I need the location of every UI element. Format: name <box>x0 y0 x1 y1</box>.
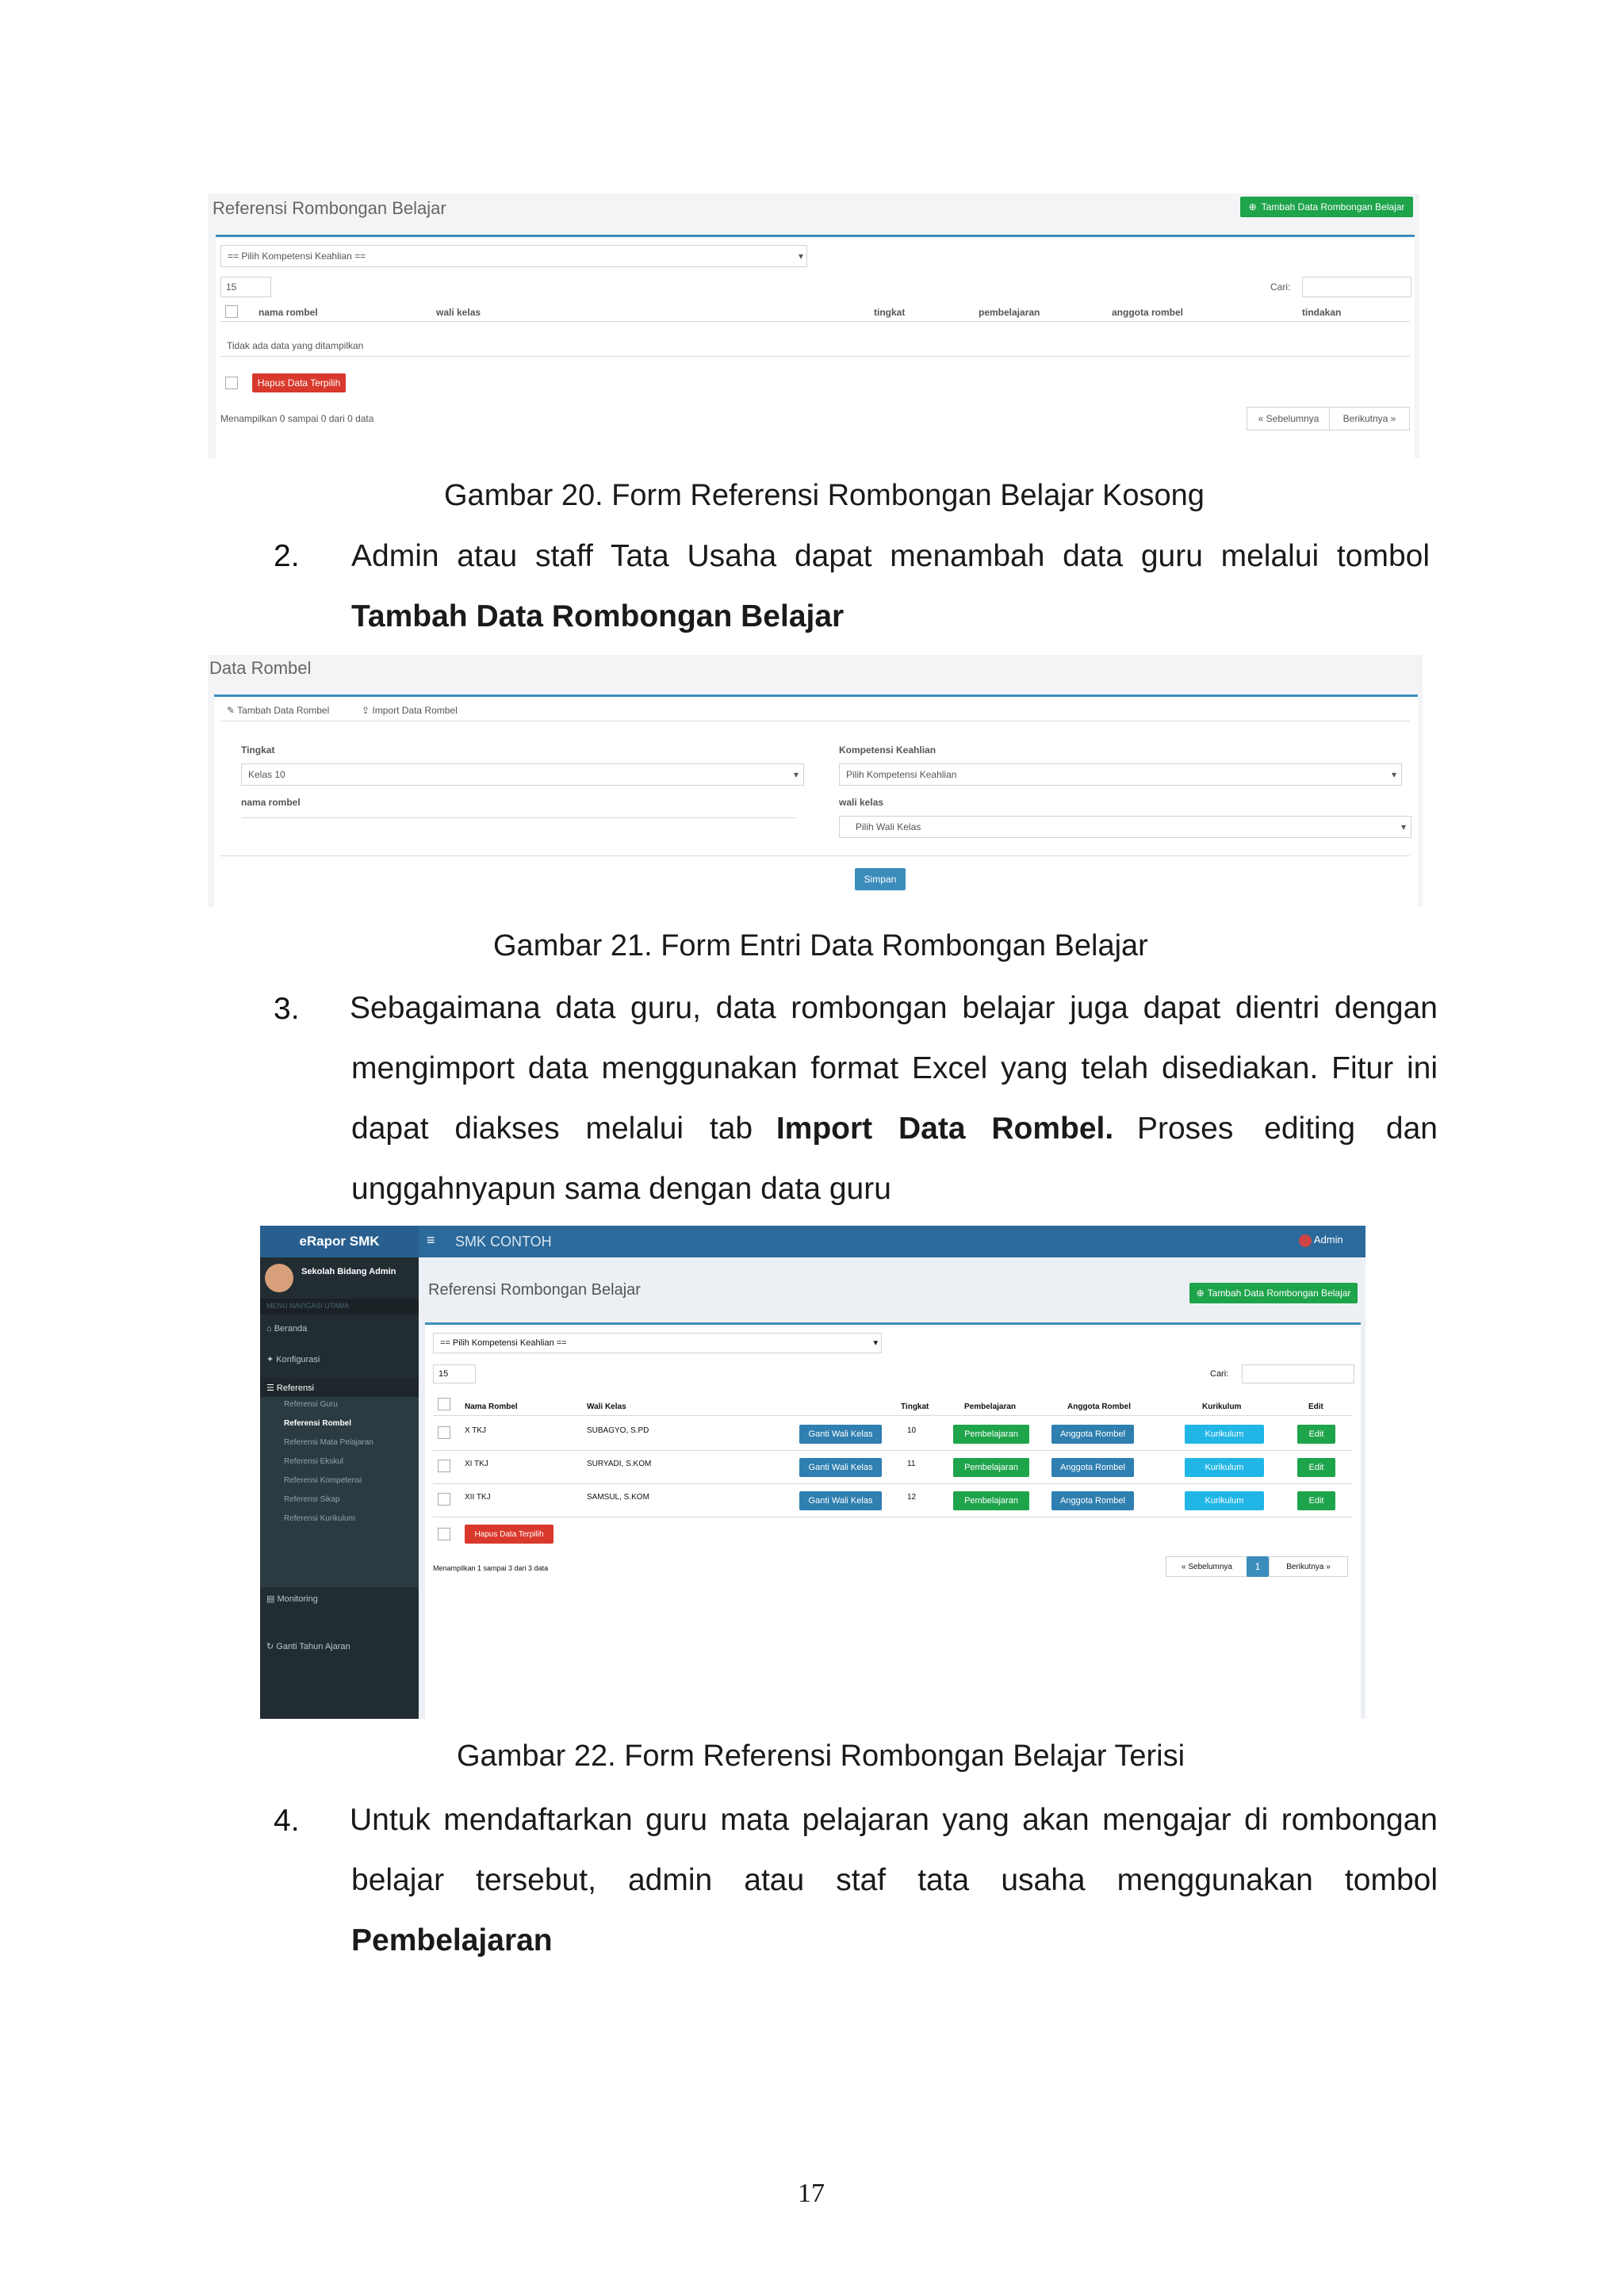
search-label: Cari: <box>1210 1369 1229 1379</box>
sidebar-item-ref-mapel[interactable]: Referensi Mata Pelajaran <box>284 1438 373 1447</box>
col-wali-kelas: wali kelas <box>436 307 481 318</box>
table-info: Menampilkan 1 sampai 3 dari 3 data <box>433 1564 549 1572</box>
plus-icon: ⊕ <box>1196 1288 1205 1299</box>
sidebar-item-beranda[interactable]: ⌂ Beranda <box>266 1324 308 1334</box>
panel-title: Referensi Rombongan Belajar <box>213 198 446 218</box>
menu-toggle-icon[interactable]: ≡ <box>427 1232 435 1248</box>
chevron-down-icon: ▾ <box>1400 821 1406 832</box>
sidebar-item-tahun-ajaran[interactable]: ↻ Ganti Tahun Ajaran <box>266 1642 350 1651</box>
sidebar-item-ref-guru[interactable]: Referensi Guru <box>284 1400 338 1409</box>
ganti-wali-button[interactable]: Ganti Wali Kelas <box>799 1425 882 1444</box>
col-edit: Edit <box>1308 1402 1323 1411</box>
col-anggota-rombel: Anggota Rombel <box>1067 1402 1131 1411</box>
item-2-line-1: Admin atau staff Tata Usaha dapat menambah data guru melalui tombol <box>351 539 1430 573</box>
empty-table-text: Tidak ada data yang ditampilkan <box>227 340 364 351</box>
row-checkbox[interactable] <box>225 377 238 389</box>
row-checkbox[interactable] <box>438 1426 450 1439</box>
table-row <box>425 1485 1361 1517</box>
prev-page-button[interactable]: « Sebelumnya <box>1247 407 1331 430</box>
col-kurikulum: Kurikulum <box>1202 1402 1242 1411</box>
pembelajaran-button[interactable]: Pembelajaran <box>953 1425 1029 1444</box>
col-wali-kelas: Wali Kelas <box>587 1402 626 1411</box>
ganti-wali-button[interactable]: Ganti Wali Kelas <box>799 1491 882 1510</box>
select-all-checkbox[interactable] <box>225 305 238 318</box>
cell-tingkat: 12 <box>907 1493 917 1502</box>
figure-21-screenshot <box>208 655 1423 907</box>
save-button[interactable]: Simpan <box>855 868 906 890</box>
row-checkbox[interactable] <box>438 1493 450 1506</box>
col-anggota: anggota rombel <box>1112 307 1184 318</box>
table-row <box>425 1452 1361 1483</box>
sidebar-item-ref-rombel[interactable]: Referensi Rombel <box>284 1419 352 1428</box>
caption-figure-22: Gambar 22. Form Referensi Rombongan Belajar Terisi <box>457 1739 1185 1773</box>
sidebar-user-name: Sekolah Bidang Admin <box>301 1267 396 1276</box>
kompetensi-label: Kompetensi Keahlian <box>839 744 936 756</box>
chevron-down-icon: ▾ <box>1391 769 1396 780</box>
tab-import-rombel[interactable]: ⇪ Import Data Rombel <box>362 705 458 716</box>
pencil-icon: ✎ <box>227 705 238 716</box>
sidebar-item-konfigurasi[interactable]: ✦ Konfigurasi <box>266 1355 320 1364</box>
next-page-button[interactable]: Berikutnya » <box>1329 407 1410 430</box>
search-label: Cari: <box>1270 281 1291 293</box>
edit-button[interactable]: Edit <box>1297 1425 1335 1444</box>
figure-20-screenshot <box>208 193 1419 458</box>
kurikulum-button[interactable]: Kurikulum <box>1185 1491 1264 1510</box>
competence-filter-select[interactable]: == Pilih Kompetensi Keahlian == ▾ <box>433 1333 882 1353</box>
school-name: SMK CONTOH <box>455 1234 552 1249</box>
ganti-wali-button[interactable]: Ganti Wali Kelas <box>799 1458 882 1477</box>
kompetensi-select[interactable]: Pilih Kompetensi Keahlian ▾ <box>839 763 1402 786</box>
search-input[interactable] <box>1302 277 1411 297</box>
nama-rombel-label: nama rombel <box>241 797 301 808</box>
per-page-select[interactable]: 15 <box>220 277 271 297</box>
edit-button[interactable]: Edit <box>1297 1458 1335 1477</box>
item-4-line-1: Untuk mendaftarkan guru mata pelajaran yang akan mengajar di rombongan <box>350 1803 1438 1837</box>
item-3-line-4: unggahnyapun sama dengan data guru <box>351 1172 891 1206</box>
competence-filter-select[interactable]: == Pilih Kompetensi Keahlian == ▾ <box>220 245 807 267</box>
chevron-down-icon: ▾ <box>873 1338 878 1348</box>
pembelajaran-button[interactable]: Pembelajaran <box>953 1491 1029 1510</box>
refresh-icon: ↻ <box>266 1642 277 1651</box>
next-page-button[interactable]: Berikutnya » <box>1269 1556 1348 1577</box>
page-1-button[interactable]: 1 <box>1247 1556 1269 1577</box>
col-nama-rombel: Nama Rombel <box>465 1402 518 1411</box>
item-4-line-2: belajar tersebut, admin atau staf tata usaha menggunakan tombol <box>351 1863 1438 1897</box>
cell-tingkat: 11 <box>907 1460 916 1468</box>
cell-tingkat: 10 <box>907 1426 917 1435</box>
col-nama-rombel: nama rombel <box>259 307 318 318</box>
table-box <box>425 1322 1361 1719</box>
menu-header: MENU NAVIGASI UTAMA <box>266 1302 350 1310</box>
content-title: Referensi Rombongan Belajar <box>428 1281 641 1299</box>
user-menu[interactable]: Admin <box>1299 1234 1343 1247</box>
table-row <box>425 1418 1361 1450</box>
wrench-icon: ✦ <box>266 1355 277 1364</box>
wali-kelas-select[interactable]: Pilih Wali Kelas ▾ <box>839 816 1411 838</box>
kurikulum-button[interactable]: Kurikulum <box>1185 1425 1264 1444</box>
row-checkbox[interactable] <box>438 1460 450 1472</box>
list-icon: ☰ <box>266 1383 277 1393</box>
item-3-line-3-bold: Import Data Rombel. <box>776 1112 1114 1146</box>
kurikulum-button[interactable]: Kurikulum <box>1185 1458 1264 1477</box>
item-3-line-3-a: dapat diakses melalui tab <box>351 1112 753 1146</box>
list-number-4: 4. <box>274 1804 300 1838</box>
item-3-line-3-b: Proses editing dan <box>1136 1112 1438 1146</box>
item-3-line-2: mengimport data menggunakan format Excel yang telah disediakan. Fitur ini <box>351 1051 1438 1085</box>
cell-nama-rombel: XII TKJ <box>465 1493 491 1502</box>
anggota-rombel-button[interactable]: Anggota Rombel <box>1051 1425 1134 1444</box>
col-pembelajaran: Pembelajaran <box>964 1402 1017 1411</box>
pembelajaran-button[interactable]: Pembelajaran <box>953 1458 1029 1477</box>
delete-selected-button[interactable]: Hapus Data Terpilih <box>465 1525 553 1544</box>
cell-wali-kelas: SAMSUL, S.KOM <box>587 1493 649 1502</box>
select-all-checkbox[interactable] <box>438 1398 450 1410</box>
col-tingkat: Tingkat <box>901 1402 929 1411</box>
cell-nama-rombel: XI TKJ <box>465 1460 488 1468</box>
avatar <box>265 1264 293 1292</box>
item-3-line-1: Sebagaimana data guru, data rombongan belajar juga dapat dientri dengan <box>350 991 1438 1025</box>
cell-wali-kelas: SUBAGYO, S.PD <box>587 1426 649 1435</box>
table-box <box>216 235 1415 458</box>
item-2-bold: Tambah Data Rombongan Belajar <box>351 599 845 633</box>
cell-nama-rombel: X TKJ <box>465 1426 487 1435</box>
page-number: 17 <box>798 2179 825 2208</box>
col-tindakan: tindakan <box>1302 307 1342 318</box>
table-info: Menampilkan 0 sampai 0 dari 0 data <box>220 413 374 424</box>
edit-button[interactable]: Edit <box>1297 1491 1335 1510</box>
sidebar-item-monitoring[interactable]: ▤ Monitoring <box>266 1594 318 1604</box>
anggota-rombel-button[interactable]: Anggota Rombel <box>1051 1458 1134 1477</box>
form-box <box>214 695 1418 907</box>
nama-rombel-input[interactable] <box>241 817 796 818</box>
chart-icon: ▤ <box>266 1594 278 1604</box>
caption-figure-20: Gambar 20. Form Referensi Rombongan Belajar Kosong <box>444 479 1205 512</box>
sidebar-item-ref-sikap[interactable]: Referensi Sikap <box>284 1495 340 1504</box>
home-icon: ⌂ <box>266 1324 274 1334</box>
search-input[interactable] <box>1242 1364 1354 1383</box>
caption-figure-21: Gambar 21. Form Entri Data Rombongan Belajar <box>493 929 1148 962</box>
col-pembelajaran: pembelajaran <box>979 307 1040 318</box>
sidebar-item-referensi[interactable]: ☰ Referensi <box>266 1383 314 1393</box>
prev-page-button[interactable]: « Sebelumnya <box>1166 1556 1248 1577</box>
list-number-2: 2. <box>274 539 300 573</box>
per-page-select[interactable]: 15 <box>433 1364 476 1383</box>
wali-kelas-label: wali kelas <box>839 797 884 808</box>
sidebar-item-ref-ekskul[interactable]: Referensi Ekskul <box>284 1457 344 1466</box>
sidebar <box>260 1257 419 1719</box>
plus-icon: ⊕ <box>1248 201 1257 212</box>
sidebar-item-ref-kurikulum[interactable]: Referensi Kurikulum <box>284 1514 356 1523</box>
tingkat-select[interactable]: Kelas 10 ▾ <box>241 763 804 786</box>
add-rombel-button[interactable]: ⊕ Tambah Data Rombongan Belajar <box>1189 1283 1358 1303</box>
row-checkbox[interactable] <box>438 1528 450 1540</box>
tab-tambah-rombel[interactable]: ✎ Tambah Data Rombel <box>227 705 330 716</box>
item-3-line-3 <box>351 1099 1438 1159</box>
upload-icon: ⇪ <box>362 705 373 716</box>
col-tingkat: tingkat <box>874 307 906 318</box>
add-rombel-button[interactable]: ⊕ Tambah Data Rombongan Belajar <box>1240 197 1413 217</box>
app-logo[interactable]: eRapor SMK <box>260 1226 419 1257</box>
tingkat-label: Tingkat <box>241 744 275 756</box>
chevron-down-icon: ▾ <box>793 769 799 780</box>
anggota-rombel-button[interactable]: Anggota Rombel <box>1051 1491 1134 1510</box>
list-number-3: 3. <box>274 992 300 1026</box>
cell-wali-kelas: SURYADI, S.KOM <box>587 1460 652 1468</box>
panel-title: Data Rombel <box>209 658 312 678</box>
chevron-down-icon: ▾ <box>798 251 803 262</box>
delete-selected-button[interactable]: Hapus Data Terpilih <box>252 373 346 392</box>
item-4-bold: Pembelajaran <box>351 1923 553 1957</box>
user-avatar-icon <box>1299 1234 1312 1247</box>
sidebar-item-ref-kompetensi[interactable]: Referensi Kompetensi <box>284 1476 362 1485</box>
figure-22-screenshot <box>260 1226 1365 1719</box>
